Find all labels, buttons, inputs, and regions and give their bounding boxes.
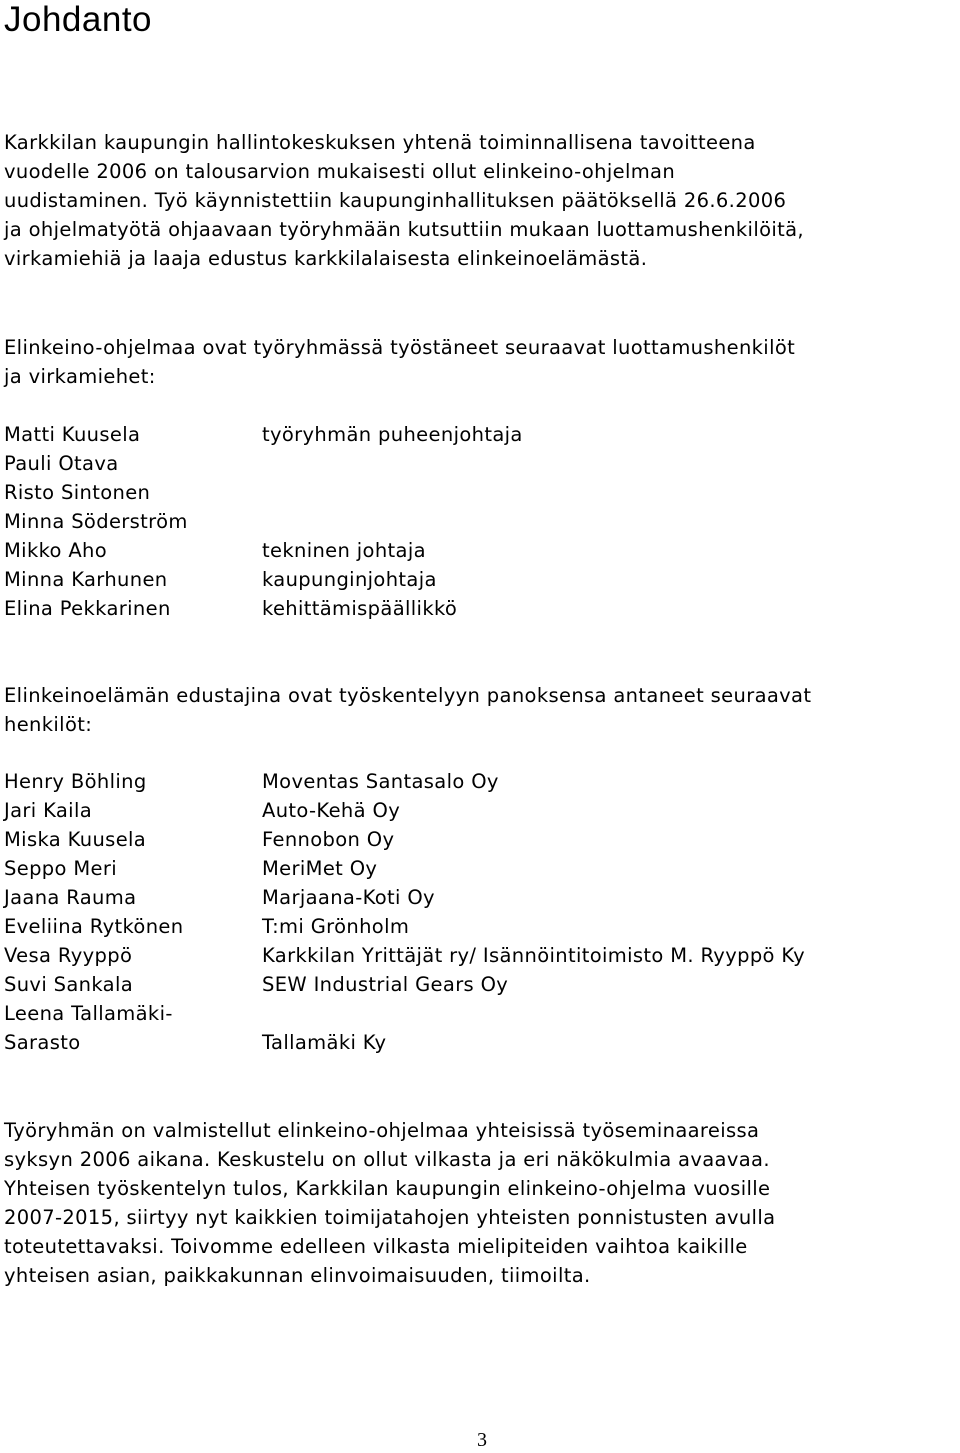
member-company: Moventas Santasalo Oy — [262, 770, 499, 793]
page-title: Johdanto — [4, 0, 153, 39]
closing-line: Yhteisen työskentelyn tulos, Karkkilan kaupungin elinkeino-ohjelma vuosille — [4, 1177, 771, 1200]
business-member — [4, 767, 956, 796]
intro-line: Karkkilan kaupungin hallintokeskuksen yhtenä toiminnallisena tavoitteena — [4, 131, 756, 154]
closing-line: syksyn 2006 aikana. Keskustelu on ollut vilkasta ja eri näkökulmia avaavaa. — [4, 1148, 770, 1171]
member-role: työryhmän puheenjohtaja — [262, 423, 523, 446]
business-intro — [4, 681, 811, 739]
closing-line: Työryhmän on valmistellut elinkeino-ohjelmaa yhteisissä työseminaareissa — [4, 1119, 760, 1142]
business-member — [4, 912, 956, 941]
workgroup-member — [4, 565, 956, 594]
member-name: Vesa Ryyppö — [4, 944, 133, 967]
business-intro-line: Elinkeinoelämän edustajina ovat työskentelyyn panoksensa antaneet seuraavat — [4, 684, 812, 707]
workgroup-member — [4, 478, 956, 507]
member-role: kaupunginjohtaja — [262, 568, 437, 591]
member-name: Henry Böhling — [4, 770, 147, 793]
member-name: Leena Tallamäki- — [4, 1002, 173, 1025]
intro-paragraph — [4, 128, 804, 273]
member-company: Marjaana-Koti Oy — [262, 886, 435, 909]
closing-line: yhteisen asian, paikkakunnan elinvoimaisuuden, tiimoilta. — [4, 1264, 591, 1287]
business-member — [4, 1028, 956, 1057]
business-member — [4, 883, 956, 912]
member-name: Risto Sintonen — [4, 481, 151, 504]
business-list — [4, 767, 956, 1057]
workgroup-member — [4, 507, 956, 536]
workgroup-member — [4, 594, 956, 623]
member-name: Minna Karhunen — [4, 568, 168, 591]
workgroup-member — [4, 420, 956, 449]
business-member — [4, 854, 956, 883]
member-name: Elina Pekkarinen — [4, 597, 171, 620]
member-name: Suvi Sankala — [4, 973, 134, 996]
intro-line: virkamiehiä ja laaja edustus karkkilalaisesta elinkeinoelämästä. — [4, 247, 648, 270]
business-member — [4, 970, 956, 999]
workgroup-intro-line: Elinkeino-ohjelmaa ovat työryhmässä työstäneet seuraavat luottamushenkilöt — [4, 336, 796, 359]
workgroup-intro-line: ja virkamiehet: — [4, 365, 156, 388]
document-page — [4, 0, 956, 1453]
member-name: Jaana Rauma — [4, 886, 137, 909]
member-name: Sarasto — [4, 1031, 81, 1054]
business-intro-line: henkilöt: — [4, 713, 93, 736]
closing-paragraph — [4, 1116, 775, 1290]
member-name: Miska Kuusela — [4, 828, 147, 851]
workgroup-intro — [4, 333, 795, 391]
closing-line: toteutettavaksi. Toivomme edelleen vilkasta mielipiteiden vaihtoa kaikille — [4, 1235, 748, 1258]
closing-line: 2007-2015, siirtyy nyt kaikkien toimijatahojen yhteisten ponnistusten avulla — [4, 1206, 776, 1229]
business-member — [4, 999, 956, 1028]
member-company: Tallamäki Ky — [262, 1031, 387, 1054]
member-company: Fennobon Oy — [262, 828, 395, 851]
member-company: SEW Industrial Gears Oy — [262, 973, 509, 996]
member-name: Pauli Otava — [4, 452, 119, 475]
business-member — [4, 941, 956, 970]
member-name: Minna Söderström — [4, 510, 188, 533]
page-number: 3 — [477, 1429, 487, 1451]
intro-line: uudistaminen. Työ käynnistettiin kaupunginhallituksen päätöksellä 26.6.2006 — [4, 189, 787, 212]
member-name: Matti Kuusela — [4, 423, 141, 446]
member-company: MeriMet Oy — [262, 857, 378, 880]
workgroup-member — [4, 536, 956, 565]
intro-line: ja ohjelmatyötä ohjaavaan työryhmään kutsuttiin mukaan luottamushenkilöitä, — [4, 218, 804, 241]
member-company: Auto-Kehä Oy — [262, 799, 401, 822]
member-name: Mikko Aho — [4, 539, 108, 562]
business-member — [4, 796, 956, 825]
workgroup-member — [4, 449, 956, 478]
business-member — [4, 825, 956, 854]
intro-line: vuodelle 2006 on talousarvion mukaisesti ollut elinkeino-ohjelman — [4, 160, 676, 183]
member-company: T:mi Grönholm — [262, 915, 410, 938]
workgroup-list — [4, 420, 956, 623]
member-company: Karkkilan Yrittäjät ry/ Isännöintitoimisto M. Ryyppö Ky — [262, 944, 805, 967]
member-name: Seppo Meri — [4, 857, 118, 880]
member-name: Eveliina Rytkönen — [4, 915, 184, 938]
member-role: tekninen johtaja — [262, 539, 426, 562]
member-role: kehittämispäällikkö — [262, 597, 458, 620]
member-name: Jari Kaila — [4, 799, 93, 822]
